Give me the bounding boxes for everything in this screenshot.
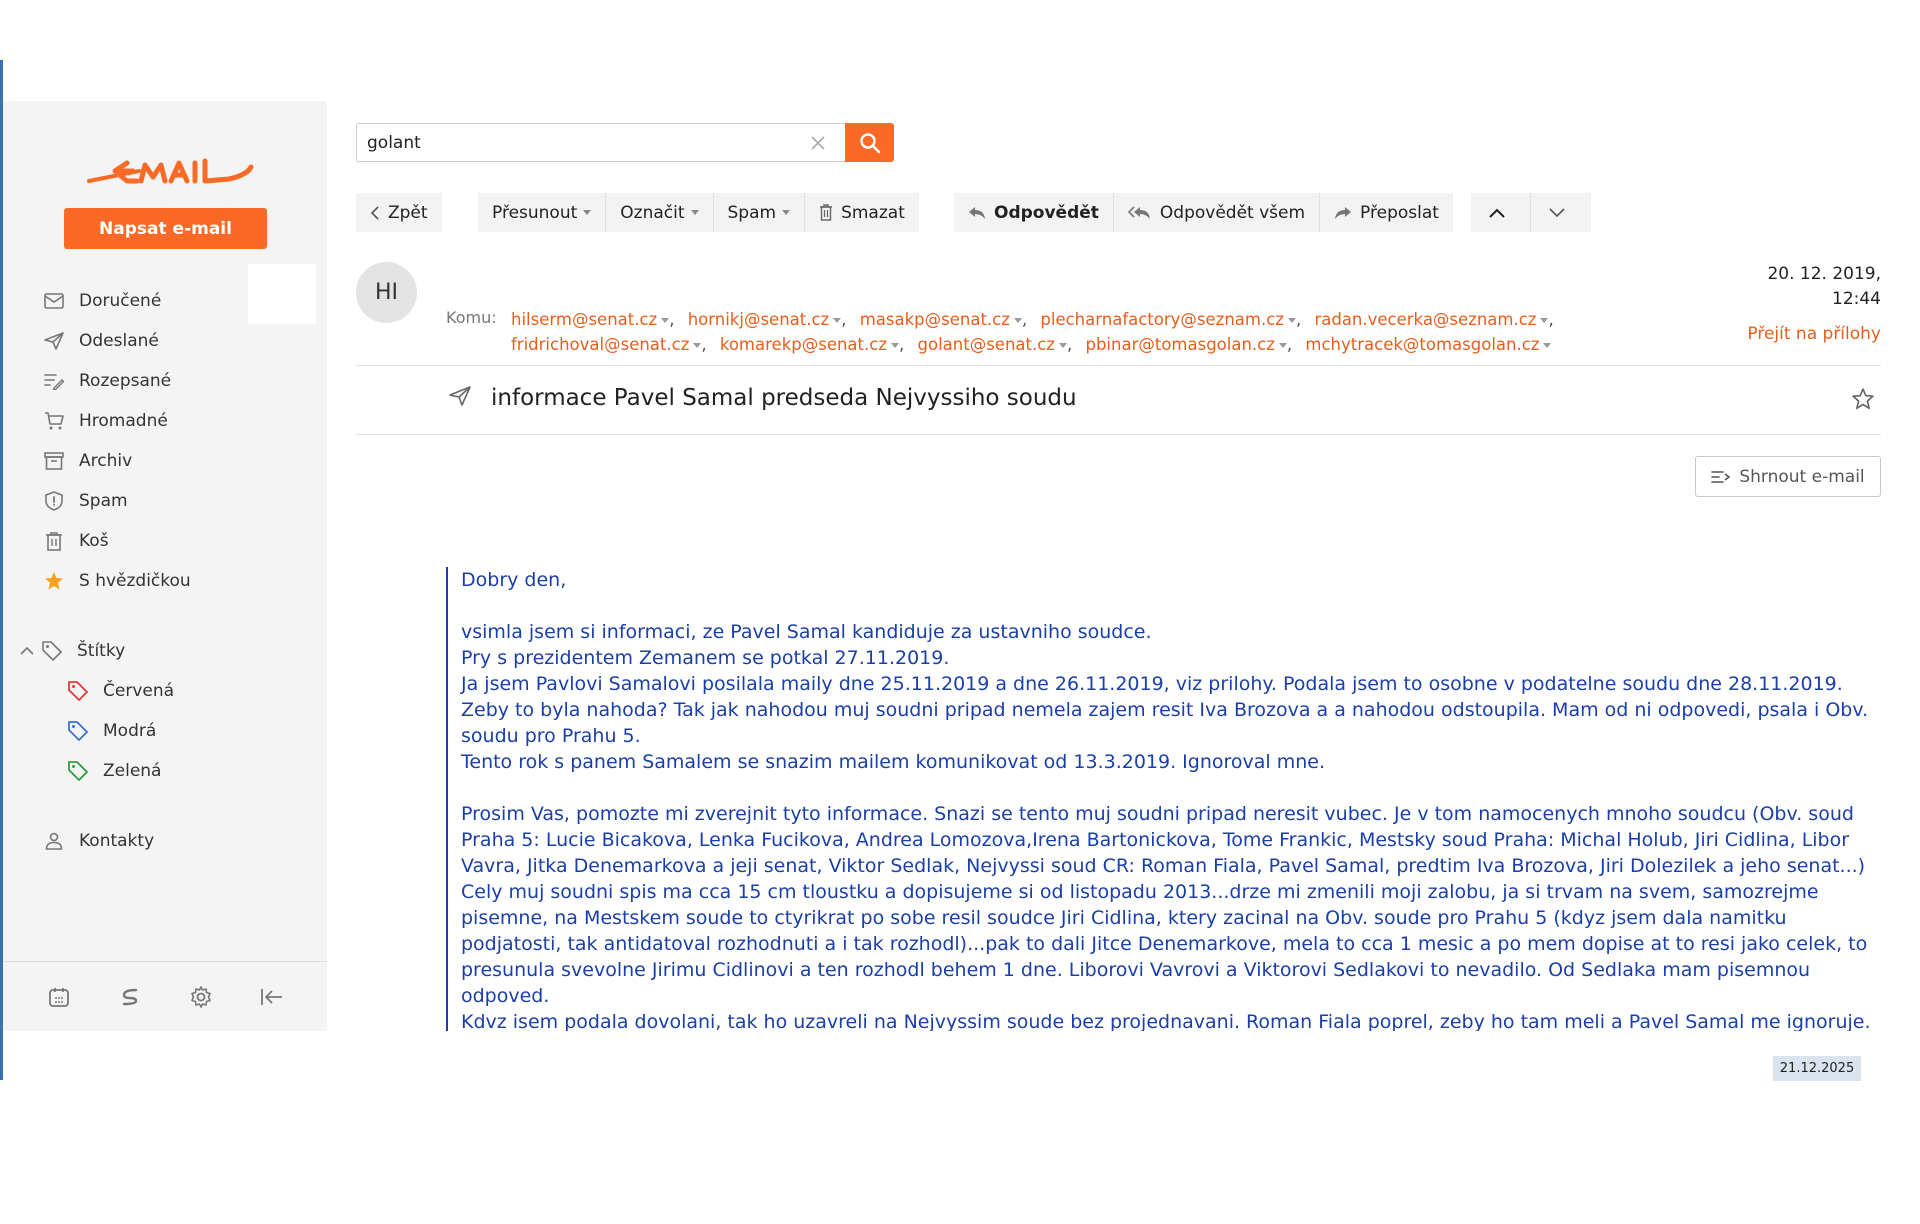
- divider: [356, 365, 1881, 366]
- body-paragraph: Kdvz isem podala dovolani, tak ho uzavreli na Nejvyssim soude bez projednavani. Roman Fiala poprel, zeby ho tam meli a Pavel Samal me ignoruje.: [461, 1011, 1871, 1031]
- body-paragraph: Prosim Vas, pomozte mi zverejnit tyto informace. Snazi se tento muj soudni pripad neresit vubec. Je v tom namocenych mnoho soudcu (Obv. soud Praha 5: Lucie Bicakova, Lenka Fucikova, Andrea Lomozova,Irena Bartonickova, Tome Frankic, Mestsky soud Praha: Michal Holub, Jiri Cidlina, Libor Vavra, Jitka Denemarkova a jeji senat, Viktor Sedlak, Nejvyssi soud CR: Roman Fiala, Pavel Samal, predtim Iva Brozova, Jiri Dolezilek a jeho senat...): [461, 803, 1866, 877]
- sidebar-item-label: Modrá: [103, 721, 157, 741]
- tag-red-icon: [67, 680, 89, 702]
- sender-avatar: HI: [356, 262, 417, 323]
- chevron-left-icon: [370, 206, 380, 220]
- sidebar-item-label: Doručené: [79, 291, 162, 311]
- body-paragraph: [461, 593, 1876, 619]
- sidebar-item-label: Kontakty: [79, 831, 155, 851]
- search-button[interactable]: [845, 123, 894, 162]
- sidebar-item-drafts[interactable]: [3, 361, 327, 401]
- toolbar-actions-group: [478, 193, 919, 232]
- mark-label: Označit: [620, 202, 685, 223]
- reply-button[interactable]: [954, 193, 1114, 232]
- sidebar-item-spam[interactable]: [3, 481, 327, 521]
- sidebar-item-contacts[interactable]: [3, 821, 327, 861]
- recipient[interactable]: golant@senat.cz: [918, 335, 1067, 354]
- sidebar-item-label: Odeslané: [79, 331, 159, 351]
- tag-green-icon: [67, 760, 89, 782]
- message-body: [446, 567, 1876, 1031]
- tag-icon: [41, 640, 63, 662]
- recipient[interactable]: hilserm@senat.cz: [511, 310, 669, 329]
- caret-down-icon: [583, 210, 591, 215]
- recipient-list: [511, 307, 1601, 357]
- body-paragraph: vsimla jsem si informaci, ze Pavel Samal kandiduje za ustavniho soudce.: [461, 621, 1152, 643]
- search-input[interactable]: [356, 123, 845, 162]
- clear-search-icon[interactable]: [806, 131, 830, 155]
- inbox-icon: [43, 290, 65, 312]
- gear-icon[interactable]: [187, 983, 215, 1011]
- star-icon: [43, 570, 65, 592]
- message-date: [1767, 262, 1881, 312]
- sidebar-item-archive[interactable]: [3, 441, 327, 481]
- recipient-row: fridrichoval@senat.cz , komarekp@senat.cz , golant@senat.cz , pbinar@tomasgolan.cz , mchytracek@tomasgolan.cz: [511, 332, 1601, 357]
- move-label: Přesunout: [492, 202, 578, 223]
- recipient[interactable]: komarekp@senat.cz: [720, 335, 899, 354]
- sidebar-item-trash[interactable]: [3, 521, 327, 561]
- sidebar-item-label: Archiv: [79, 451, 133, 471]
- body-paragraph: Pry s prezidentem Zemanem se potkal 27.11.2019.: [461, 647, 950, 669]
- previous-message-button[interactable]: [1471, 193, 1531, 232]
- caret-down-icon: [691, 210, 699, 215]
- tag-blue-icon: [67, 720, 89, 742]
- delete-button[interactable]: [805, 193, 919, 232]
- caret-down-icon: [782, 210, 790, 215]
- star-toggle-icon[interactable]: [1852, 388, 1874, 414]
- next-message-button[interactable]: [1531, 193, 1591, 232]
- summary-label: Shrnout e-mail: [1739, 466, 1865, 487]
- move-button[interactable]: [478, 193, 606, 232]
- reply-label: Odpovědět: [994, 202, 1099, 223]
- date-text: 20. 12. 2019,: [1767, 264, 1881, 284]
- trash-icon: [819, 204, 833, 221]
- sidebar-item-label: Červená: [103, 681, 175, 701]
- delete-label: Smazat: [841, 202, 905, 223]
- summary-icon: [1711, 469, 1731, 485]
- body-paragraph: Cely muj soudni spis ma cca 15 cm tloustku a dopisujeme si od listopadu 2013...drze mi zmenili moji zalobu, ja si trvam na svem, samozrejme pisemne, na Mestskem soude to ctyrikrat po sobe resil soudce Jiri Cidlina, ktery zacinal na Obv. soude pro Prahu 5 (kdyz jsem dala namitku podjatosti, tak antidatoval rozhodnuti a i tak rozhodl)...pak to dali Jitce Denemarkove, mela to cca 1 mesic a po mem dopise at to resi jako celek, to presunula svevolne Jirimu Cidlinovi a ten rozhodl behem 1 dne. Liborovi Vavrovi a Viktorovi Sedlakovi to nevadilo. Od Sedlaka mam pisemnou odpoved.: [461, 881, 1868, 1007]
- body-paragraph: Tento rok s panem Samalem se snazim mailem komunikovat od 13.3.2019. Ignoroval mne.: [461, 751, 1326, 773]
- toolbar-reply-group: [954, 193, 1453, 232]
- archive-icon: [43, 450, 65, 472]
- sidebar-item-label: Spam: [79, 491, 128, 511]
- search-icon: [859, 132, 881, 154]
- back-label: Zpět: [388, 202, 428, 223]
- toolbar-back-group: [356, 193, 442, 232]
- divider: [356, 434, 1881, 435]
- body-paragraph: Zeby to byla nahoda? Tak jak nahodou muj soudni pripad nemela zajem resit Iva Brozova a a nahodou odstoupila. Mam od ni odpovedi, psala i Obv. soudu pro Prahu 5.: [461, 699, 1869, 747]
- sidebar-item-label: Rozepsané: [79, 371, 172, 391]
- time-text: 12:44: [1832, 289, 1881, 309]
- sidebar-item-label: Koš: [79, 531, 109, 551]
- reply-all-button[interactable]: [1114, 193, 1320, 232]
- spam-button[interactable]: [714, 193, 806, 232]
- recipient[interactable]: radan.vecerka@seznam.cz: [1314, 310, 1548, 329]
- chevron-up-icon: [19, 640, 35, 662]
- sidebar-item-inbox[interactable]: [3, 281, 327, 321]
- summarize-email-button[interactable]: [1695, 456, 1881, 497]
- sidebar-item-label-green[interactable]: [3, 751, 327, 791]
- to-label: Komu:: [446, 308, 497, 327]
- go-to-attachments-link[interactable]: Přejít na přílohy: [1747, 324, 1881, 344]
- reply-all-label: Odpovědět všem: [1159, 202, 1306, 223]
- message-subject: informace Pavel Samal predseda Nejvyssiho soudu: [491, 385, 1077, 411]
- recipient-row: hilserm@senat.cz , hornikj@senat.cz , masakp@senat.cz , plecharnafactory@seznam.cz , radan.vecerka@seznam.cz ,: [511, 310, 1554, 329]
- spam-label: Spam: [727, 202, 777, 223]
- forward-button[interactable]: [1320, 193, 1453, 232]
- labels-heading: Štítky: [77, 641, 126, 661]
- sidebar-item-label: S hvězdičkou: [79, 571, 191, 591]
- shield-icon: [43, 490, 65, 512]
- mark-button[interactable]: [606, 193, 713, 232]
- calendar-icon[interactable]: [45, 983, 73, 1011]
- compose-button[interactable]: Napsat e-mail: [64, 208, 267, 249]
- reply-all-icon: [1128, 206, 1152, 220]
- drafts-icon: [43, 370, 65, 392]
- body-paragraph: [461, 775, 1876, 801]
- recipient[interactable]: pbinar@tomasgolan.cz: [1085, 335, 1286, 354]
- collapse-sidebar-icon[interactable]: [258, 983, 286, 1011]
- reply-icon: [968, 206, 986, 220]
- cart-icon: [43, 410, 65, 432]
- sidebar-item-label-blue[interactable]: [3, 711, 327, 751]
- forward-icon: [1334, 206, 1352, 220]
- back-button[interactable]: [356, 193, 442, 232]
- send-icon: [43, 330, 65, 352]
- chevron-up-icon: [1489, 208, 1505, 218]
- toolbar-nav-group: [1471, 193, 1591, 232]
- body-paragraph: Ja jsem Pavlovi Samalovi posilala maily dne 25.11.2019 a dne 26.11.2019, viz prilohy. Podala jsem to osobne v podatelne soudu dne 28.11.2019.: [461, 673, 1843, 695]
- sidebar-item-label: Zelená: [103, 761, 162, 781]
- recipient[interactable]: masakp@senat.cz: [860, 310, 1022, 329]
- labels-section-toggle[interactable]: [3, 631, 327, 671]
- recipient[interactable]: hornikj@senat.cz: [688, 310, 842, 329]
- seznam-logo-icon[interactable]: [116, 983, 144, 1011]
- folder-list: [3, 281, 327, 861]
- chevron-down-icon: [1549, 208, 1565, 218]
- recipient[interactable]: mchytracek@tomasgolan.cz: [1305, 335, 1551, 354]
- body-paragraph: Dobry den,: [461, 569, 567, 591]
- forward-label: Přeposlat: [1360, 202, 1439, 223]
- recipient[interactable]: plecharnafactory@seznam.cz: [1040, 310, 1296, 329]
- sidebar-item-bulk[interactable]: [3, 401, 327, 441]
- screenshot-date-stamp: 21.12.2025: [1773, 1056, 1861, 1081]
- sidebar-item-label-red[interactable]: [3, 671, 327, 711]
- sidebar-item-starred[interactable]: [3, 561, 327, 601]
- person-icon: [43, 830, 65, 852]
- sidebar-item-label: Hromadné: [79, 411, 168, 431]
- sent-icon: [449, 386, 471, 410]
- recipient[interactable]: fridrichoval@senat.cz: [511, 335, 701, 354]
- sidebar: [3, 101, 327, 1031]
- trash-icon: [43, 530, 65, 552]
- sidebar-footer: [3, 961, 327, 1031]
- sidebar-item-sent[interactable]: [3, 321, 327, 361]
- email-logo[interactable]: [79, 141, 259, 201]
